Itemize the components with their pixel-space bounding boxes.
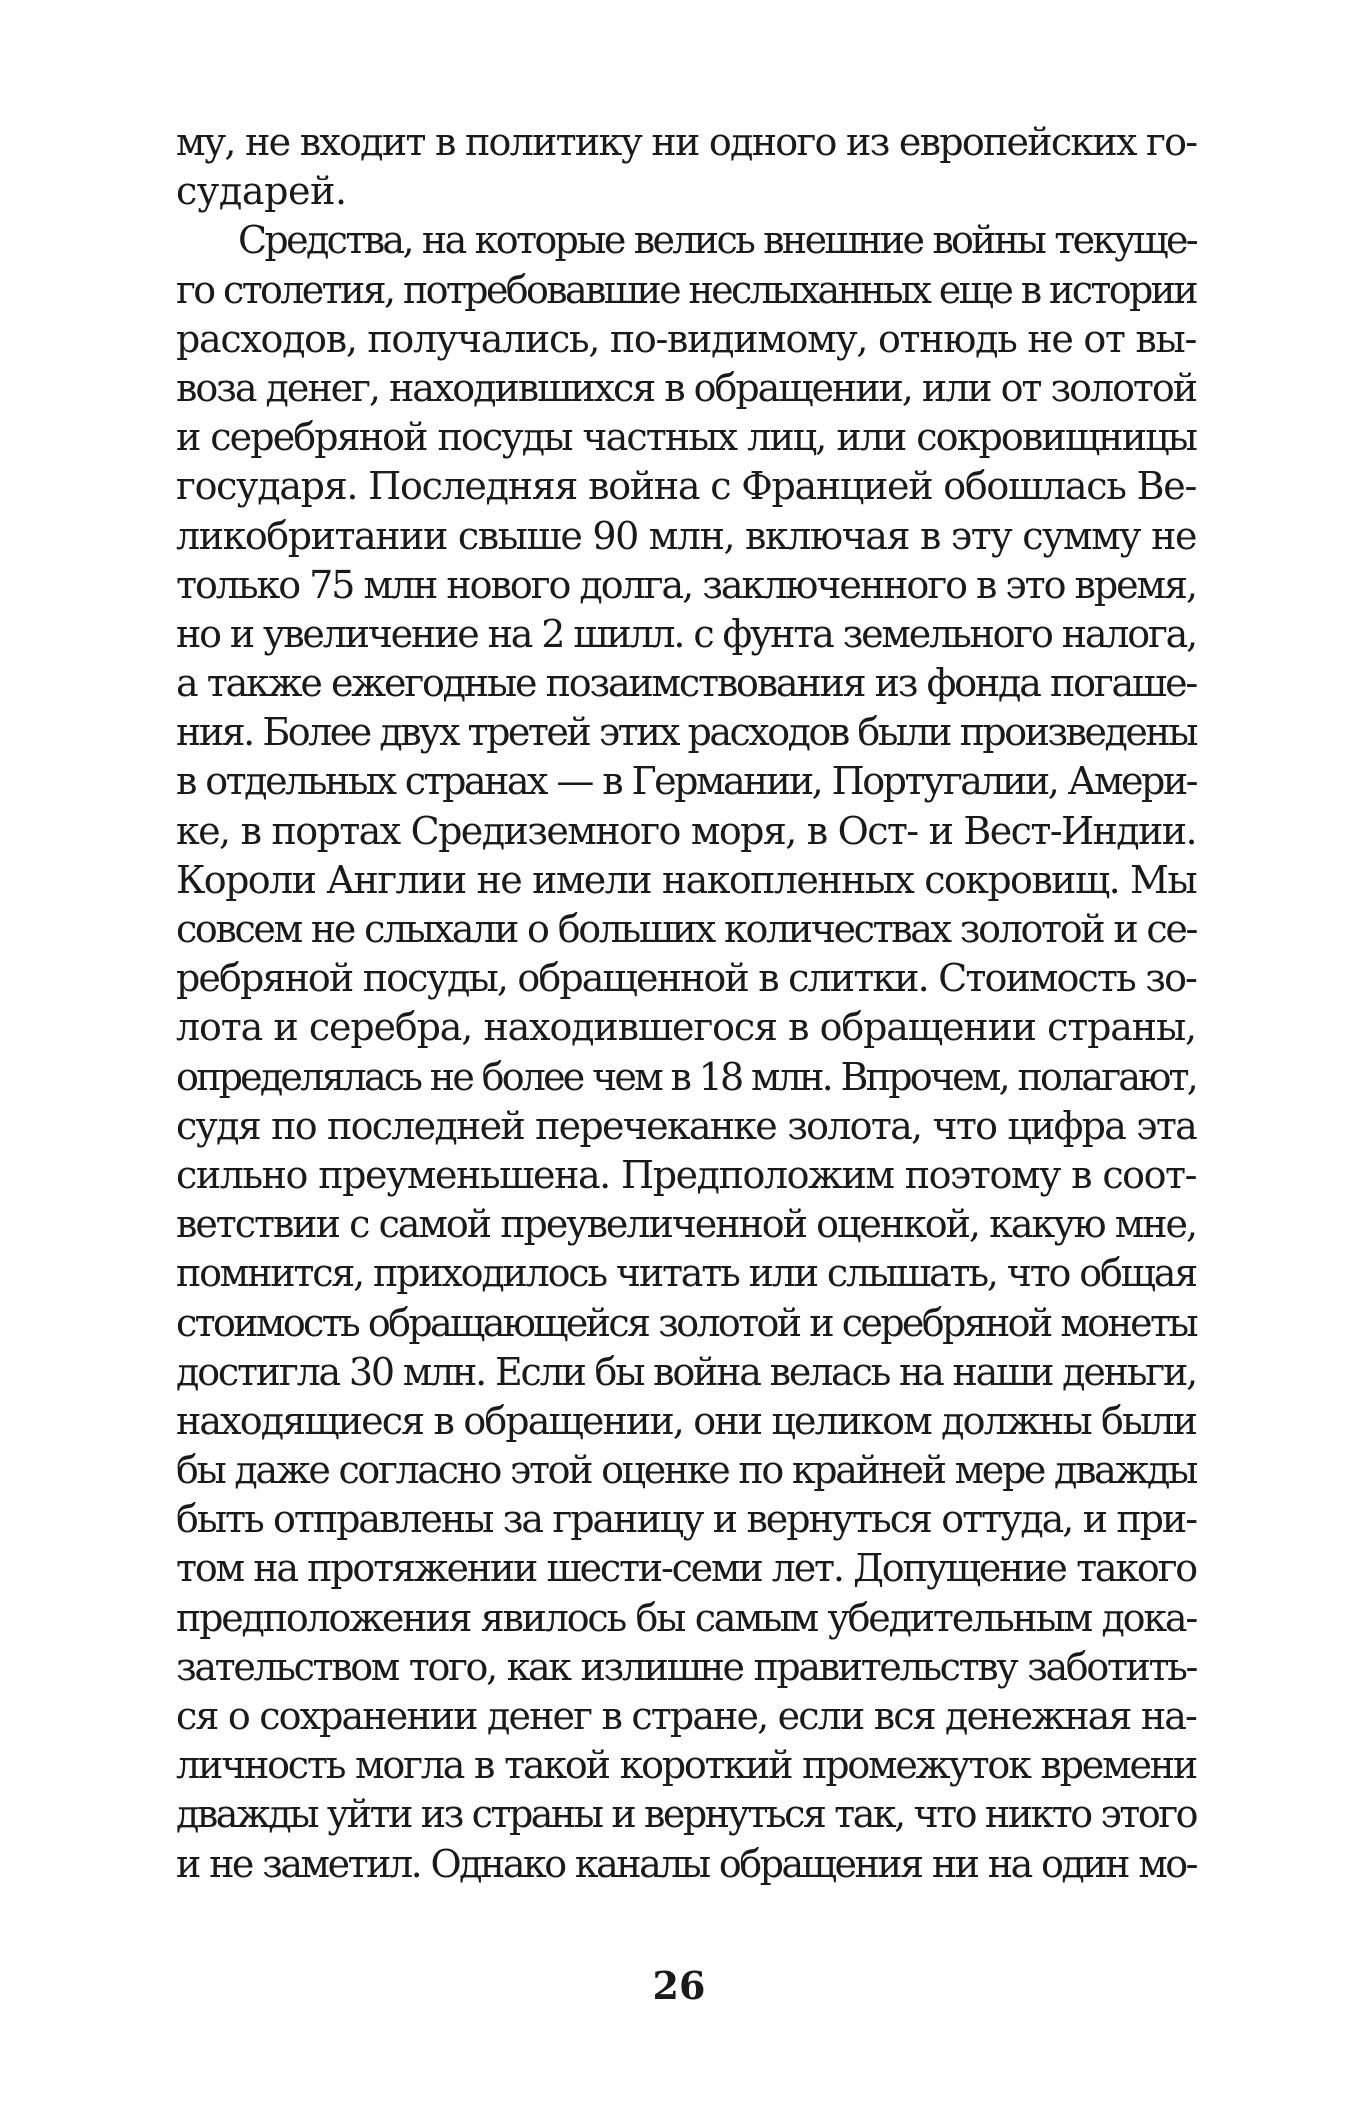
text-line: но и увеличение на 2 шилл. с фунта земельного налога, (176, 611, 1196, 656)
text-line: и серебряной посуды частных лиц, или сокровищницы (176, 415, 1196, 460)
text-line: Средства, на которые велись внешние войны текуще- (238, 218, 1196, 263)
text-line: му, не входит в политику ни одного из европейских го- (176, 120, 1197, 164)
text-line: ликобритании свыше 90 млн, включая в эту сумму не (176, 513, 1196, 558)
text-line: ся о сохранении денег в стране, если вся денежная на- (176, 1694, 1196, 1738)
text-line: определялась не более чем в 18 млн. Впрочем, полагают, (176, 1054, 1196, 1099)
text-line: лота и серебра, находившегося в обращении страны, (176, 1005, 1196, 1050)
text-line: дважды уйти из страны и вернуться так, что никто этого (176, 1792, 1196, 1837)
text-line: а также ежегодные позаимствования из фонда погаше- (176, 661, 1196, 706)
text-line: ке, в портах Средиземного моря, в Ост- и Вест-Индии. (176, 808, 1196, 853)
text-line: ния. Более двух третей этих расходов были произведены (176, 710, 1196, 755)
text-line: сударей. (176, 169, 347, 214)
text-line: Короли Англии не имели накопленных сокровищ. Мы (176, 857, 1196, 902)
text-line: государя. Последняя война с Францией обошлась Ве- (176, 464, 1196, 509)
text-line: достигла 30 млн. Если бы война велась на наши деньги, (176, 1349, 1196, 1394)
text-line: го столетия, потребовавшие неслыханных еще в истории (176, 267, 1196, 312)
text-line: расходов, получались, по-видимому, отнюдь не от вы- (176, 316, 1197, 361)
text-line: предположения явилось бы самым убедительным дока- (176, 1595, 1196, 1640)
text-line: ветствии с самой преувеличенной оценкой, какую мне, (176, 1202, 1196, 1247)
text-line: только 75 млн нового долга, заключенного в это время, (176, 562, 1196, 607)
text-line: ребряной посуды, обращенной в слитки. Стоимость зо- (176, 956, 1196, 1001)
text-line: том на протяжении шести-семи лет. Допущение такого (176, 1546, 1196, 1591)
text-line: и не заметил. Однако каналы обращения ни на один мо- (176, 1841, 1196, 1886)
text-line: личность могла в такой короткий промежуток времени (176, 1743, 1196, 1788)
text-line: помнится, приходилось читать или слышать, что общая (176, 1251, 1196, 1296)
text-line: бы даже согласно этой оценке по крайней мере дважды (176, 1448, 1196, 1493)
text-line: находящиеся в обращении, они целиком должны были (176, 1398, 1196, 1443)
body-text (176, 118, 1196, 1889)
text-line: совсем не слыхали о больших количествах золотой и се- (176, 907, 1196, 951)
text-line: воза денег, находившихся в обращении, или от золотой (176, 365, 1196, 410)
text-line: в отдельных странах — в Германии, Португалии, Амери- (176, 759, 1196, 804)
text-line: быть отправлены за границу и вернуться оттуда, и при- (176, 1497, 1196, 1542)
text-line: зательством того, как излишне правительству заботить- (176, 1644, 1196, 1689)
page-number: 26 (652, 1963, 706, 2008)
text-line: судя по последней перечеканке золота, что цифра эта (176, 1103, 1196, 1148)
text-line: сильно преуменьшена. Предположим поэтому в соот- (176, 1152, 1196, 1197)
text-line: стоимость обращающейся золотой и серебряной монеты (176, 1300, 1196, 1345)
